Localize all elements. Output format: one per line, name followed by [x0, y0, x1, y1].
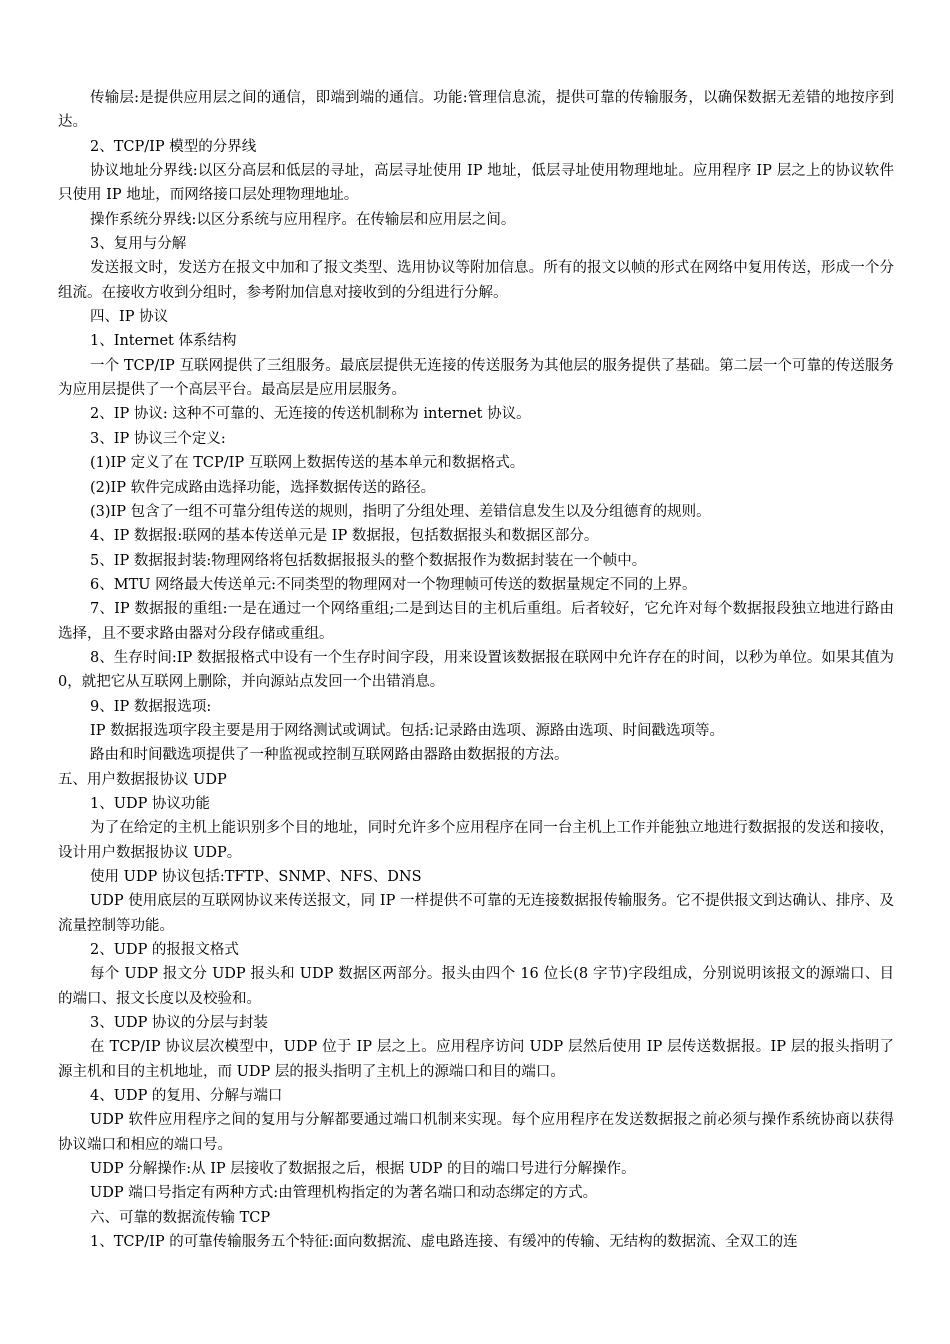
section-heading-tcp: 六、可靠的数据流传输 TCP [90, 1209, 271, 1226]
paragraph-udp-users: 使用 UDP 协议包括:TFTP、SNMP、NFS、DNS [90, 869, 422, 885]
paragraph-address-boundary: 协议地址分界线:以区分高层和低层的寻址，高层寻址使用 IP 地址，低层寻址使用物理地址。应用程序 IP 层之上的协议软件只使用 IP 地址，而网络接口层处理物理地址。 [58, 163, 894, 204]
paragraph-tcp-features: 1、TCP/IP 的可靠传输服务五个特征:面向数据流、虚电路连接、有缓冲的传输、无结构的数据流、全双工的连 [90, 1234, 798, 1251]
heading-ip-options: 9、IP 数据报选项: [90, 698, 212, 715]
paragraph-internet-architecture: 一个 TCP/IP 互联网提供了三组服务。最底层提供无连接的传送服务为其他层的服务提供了基础。第二层一个可靠的传送服务为应用层提供了一个高层平台。最高层是应用层服务。 [58, 357, 894, 399]
list-item-ip-definition-2: (2)IP 软件完成路由选择功能，选择数据传送的路径。 [90, 479, 436, 496]
paragraph-ip-options: IP 数据报选项字段主要是用于网络测试或调试。包括:记录路由选项、源路由选项、时间戳选项等。 [90, 722, 724, 739]
paragraph-multiplexing: 发送报文时，发送方在报文中加和了报文类型、选用协议等附加信息。所有的报文以帧的形式在网络中复用传送，形成一个分组流。在接收方收到分组时，参考附加信息对接收到的分组进行分解。 [58, 260, 894, 301]
heading-udp-function: 1、UDP 协议功能 [90, 795, 210, 812]
heading-udp-format: 2、UDP 的报报文格式 [90, 942, 239, 959]
heading-internet-architecture: 1、Internet 体系结构 [90, 333, 237, 350]
list-item-ip-definition-3: (3)IP 包含了一组不可靠分组传送的规则，指明了分组处理、差错信息发生以及分组德育的规则。 [90, 503, 711, 520]
paragraph-transport-layer: 传输层:是提供应用层之间的通信，即端到端的通信。功能:管理信息流，提供可靠的传输服务，以确保数据无差错的地按序到达。 [58, 90, 894, 131]
heading-tcpip-boundary: 2、TCP/IP 模型的分界线 [90, 138, 257, 155]
paragraph-ip-encapsulation: 5、IP 数据报封装:物理网络将包括数据报报头的整个数据报作为数据封装在一个帧中。 [90, 552, 647, 569]
paragraph-udp-layering: 在 TCP/IP 协议层次模型中，UDP 位于 IP 层之上。应用程序访问 UDP 层然后使用 IP 层传送数据报。IP 层的报头指明了源主机和目的主机地址，而 UDP 层的报头指明了主机上的源端口和目的端口。 [58, 1039, 894, 1080]
paragraph-os-boundary: 操作系统分界线:以区分系统与应用程序。在传输层和应用层之间。 [90, 211, 516, 228]
paragraph-mtu: 6、MTU 网络最大传送单元:不同类型的物理网对一个物理帧可传送的数据量规定不同的上界。 [90, 576, 697, 593]
paragraph-ip-datagram: 4、IP 数据报:联网的基本传送单元是 IP 数据报，包括数据报头和数据区部分。 [90, 528, 599, 545]
heading-udp-layering: 3、UDP 协议的分层与封装 [90, 1015, 268, 1032]
paragraph-routing-timestamp: 路由和时间戳选项提供了一种监视或控制互联网路由器路由数据报的方法。 [90, 747, 569, 764]
paragraph-udp-port-mechanism: UDP 软件应用程序之间的复用与分解都要通过端口机制来实现。每个应用程序在发送数据报之前必须与操作系统协商以获得协议端口和相应的端口号。 [58, 1112, 894, 1153]
heading-multiplexing: 3、复用与分解 [90, 236, 187, 253]
paragraph-udp-demux: UDP 分解操作:从 IP 层接收了数据报之后，根据 UDP 的目的端口号进行分解操作。 [90, 1161, 636, 1178]
paragraph-udp-service: UDP 使用底层的互联网协议来传送报文，同 IP 一样提供不可靠的无连接数据报传输服务。它不提供报文到达确认、排序、及流量控制等功能。 [58, 893, 894, 934]
paragraph-udp-format: 每个 UDP 报文分 UDP 报头和 UDP 数据区两部分。报头由四个 16 位长(8 字节)字段组成，分别说明该报文的源端口、目的端口、报文长度以及校验和。 [58, 966, 894, 1007]
paragraph-ip-protocol: 2、IP 协议: 这种不可靠的、无连接的传送机制称为 internet 协议。 [90, 406, 531, 423]
paragraph-udp-function: 为了在给定的主机上能识别多个目的地址，同时允许多个应用程序在同一台主机上工作并能独立地进行数据报的发送和接收，设计用户数据报协议 UDP。 [58, 820, 894, 861]
heading-udp-ports: 4、UDP 的复用、分解与端口 [90, 1088, 283, 1105]
paragraph-udp-port-assignment: UDP 端口号指定有两种方式:由管理机构指定的为著名端口和动态绑定的方式。 [90, 1185, 598, 1202]
section-heading-ip: 四、IP 协议 [90, 309, 169, 326]
list-item-ip-definition-1: (1)IP 定义了在 TCP/IP 互联网上数据传送的基本单元和数据格式。 [90, 455, 525, 472]
heading-ip-definitions: 3、IP 协议三个定义: [90, 430, 226, 447]
document-page [58, 86, 894, 1255]
paragraph-ttl: 8、生存时间:IP 数据报格式中设有一个生存时间字段，用来设置该数据报在联网中允许存在的时间，以秒为单位。如果其值为 0，就把它从互联网上删除，并向源站点发回一个出错消息。 [58, 649, 894, 691]
paragraph-reassembly: 7、IP 数据报的重组:一是在通过一个网络重组;二是到达目的主机后重组。后者较好，它允许对每个数据报段独立地进行路由选择，且不要求路由器对分段存储或重组。 [58, 601, 894, 642]
section-heading-udp: 五、用户数据报协议 UDP [58, 771, 227, 788]
